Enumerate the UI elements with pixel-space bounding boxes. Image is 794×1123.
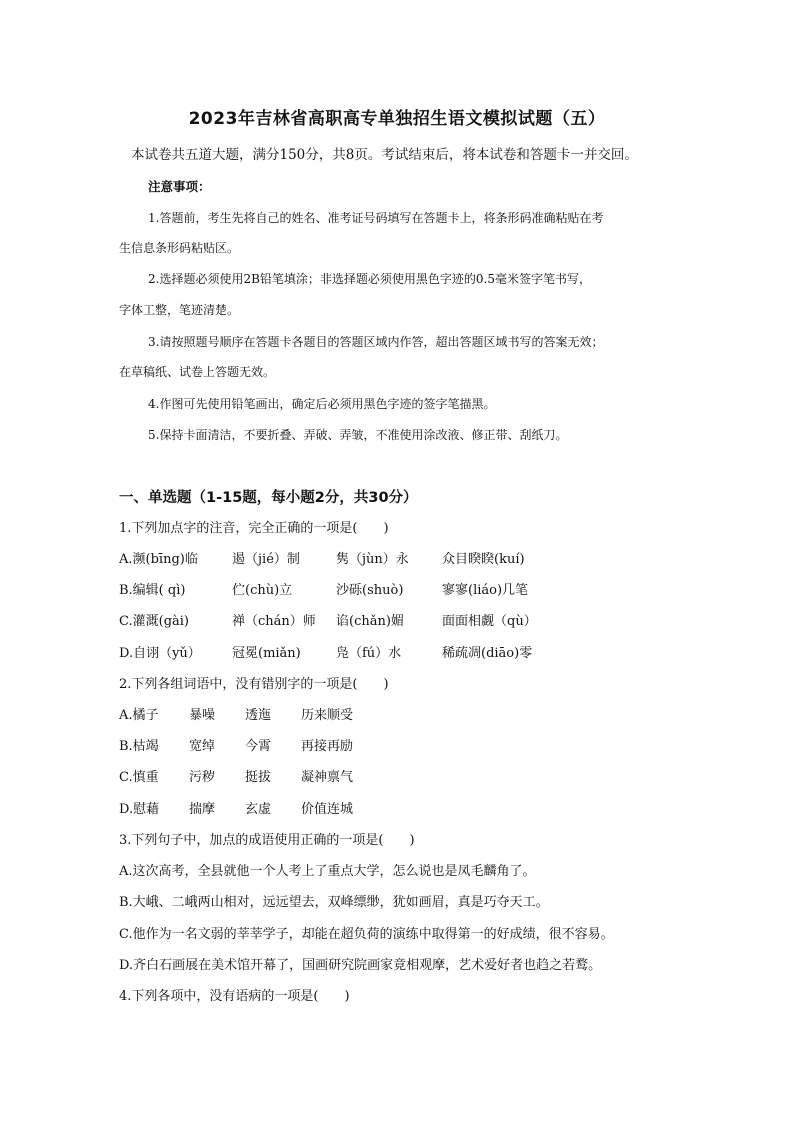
option-word: 宽绰: [189, 739, 216, 754]
page-title: 2023年吉林省高职高专单独招生语文模拟试题（五）: [188, 109, 606, 129]
option-word: 沙砾(shuò): [336, 583, 404, 598]
section-heading: 一、单选题（1-15题，每小题2分，共30分）: [119, 490, 418, 506]
option-word: B.枯竭: [119, 739, 159, 754]
notice-item-4: 4.作图可先使用铅笔画出，确定后必须用黑色字迹的签字笔描黑。: [148, 397, 496, 411]
option-word: 今霄: [245, 739, 272, 754]
question-1-stem: 1.下列加点字的注音，完全正确的一项是( ): [119, 521, 389, 536]
option-word: A.濒(bīng)临: [119, 552, 198, 567]
option-word: 伫(chù)立: [232, 583, 293, 598]
option-word: 寥寥(liáo)几笔: [442, 583, 529, 598]
option-word: 揣摩: [189, 802, 216, 817]
option-word: 透迤: [245, 708, 272, 723]
option-word: 冠冕(miǎn): [232, 646, 301, 661]
question-3-option-a: A.这次高考，全县就他一个人考上了重点大学，怎么说也是凤毛麟角了。: [119, 864, 536, 879]
option-word: 稀疏凋(diāo)零: [442, 646, 533, 661]
option-word: 隽（jùn）永: [336, 552, 409, 567]
option-word: 遏（jié）制: [232, 552, 300, 567]
notice-heading: 注意事项：: [148, 179, 211, 194]
option-word: D.慰藉: [119, 802, 160, 817]
question-3-option-d: D.齐白石画展在美术馆开幕了，国画研究院画家竟相观摩，艺术爱好者也趋之若鹜。: [119, 958, 602, 973]
option-word: 再接再励: [301, 739, 354, 754]
notice-item-1-line-1: 1.答题前，考生先将自己的姓名、准考证号码填写在答题卡上，将条形码准确粘贴在考: [148, 211, 604, 225]
option-word: 众目睽睽(kuí): [442, 552, 525, 567]
question-4-stem: 4.下列各项中，没有语病的一项是( ): [119, 989, 350, 1004]
option-word: 凝神禀气: [301, 770, 354, 785]
option-word: 面面相觑（qù）: [442, 614, 537, 629]
question-3-option-b: B.大峨、二峨两山相对，远远望去，双峰缥缈，犹如画眉，真是巧夺天工。: [119, 895, 549, 910]
option-word: D.自诩（yǔ）: [119, 646, 201, 661]
notice-item-3-line-2: 在草稿纸、试卷上答题无效。: [119, 365, 276, 379]
notice-item-5: 5.保持卡面清洁，不要折叠、弄破、弄皱，不准使用涂改液、修正带、刮纸刀。: [148, 428, 568, 442]
option-word: 谄(chǎn)媚: [336, 614, 404, 629]
notice-item-2-line-2: 字体工整，笔迹清楚。: [119, 303, 240, 317]
question-3-option-c: C.他作为一名文弱的莘莘学子，却能在超负荷的演练中取得第一的好成绩，很不容易。: [119, 927, 614, 942]
option-word: C.慎重: [119, 770, 159, 785]
option-word: 价值连城: [301, 802, 354, 817]
option-word: 历来顺受: [301, 708, 354, 723]
option-word: B.编辑( qì): [119, 583, 186, 598]
notice-item-3-line-1: 3.请按照题号顺序在答题卡各题目的答题区域内作答，超出答题区域书写的答案无效；: [148, 335, 604, 349]
notice-item-2-line-1: 2.选择题必须使用2B铅笔填涂；非选择题必须使用黑色字迹的0.5毫米签字笔书写，: [148, 272, 591, 286]
intro-text: 本试卷共五道大题，满分150分，共8页。考试结束后，将本试卷和答题卡一并交回。: [131, 147, 638, 163]
option-word: 暴噪: [189, 708, 216, 723]
option-word: A.橘子: [119, 708, 159, 723]
option-word: C.灌溉(gài): [119, 614, 189, 629]
option-word: 污秽: [189, 770, 216, 785]
option-word: 禅（chán）师: [232, 614, 316, 629]
option-word: 玄虚: [245, 802, 272, 817]
option-word: 挺拔: [245, 770, 272, 785]
question-3-stem: 3.下列句子中，加点的成语使用正确的一项是( ): [119, 833, 415, 848]
option-word: 凫（fú）水: [336, 646, 402, 661]
notice-item-1-line-2: 生信息条形码粘贴区。: [119, 241, 240, 255]
question-2-stem: 2.下列各组词语中，没有错别字的一项是( ): [119, 677, 389, 692]
